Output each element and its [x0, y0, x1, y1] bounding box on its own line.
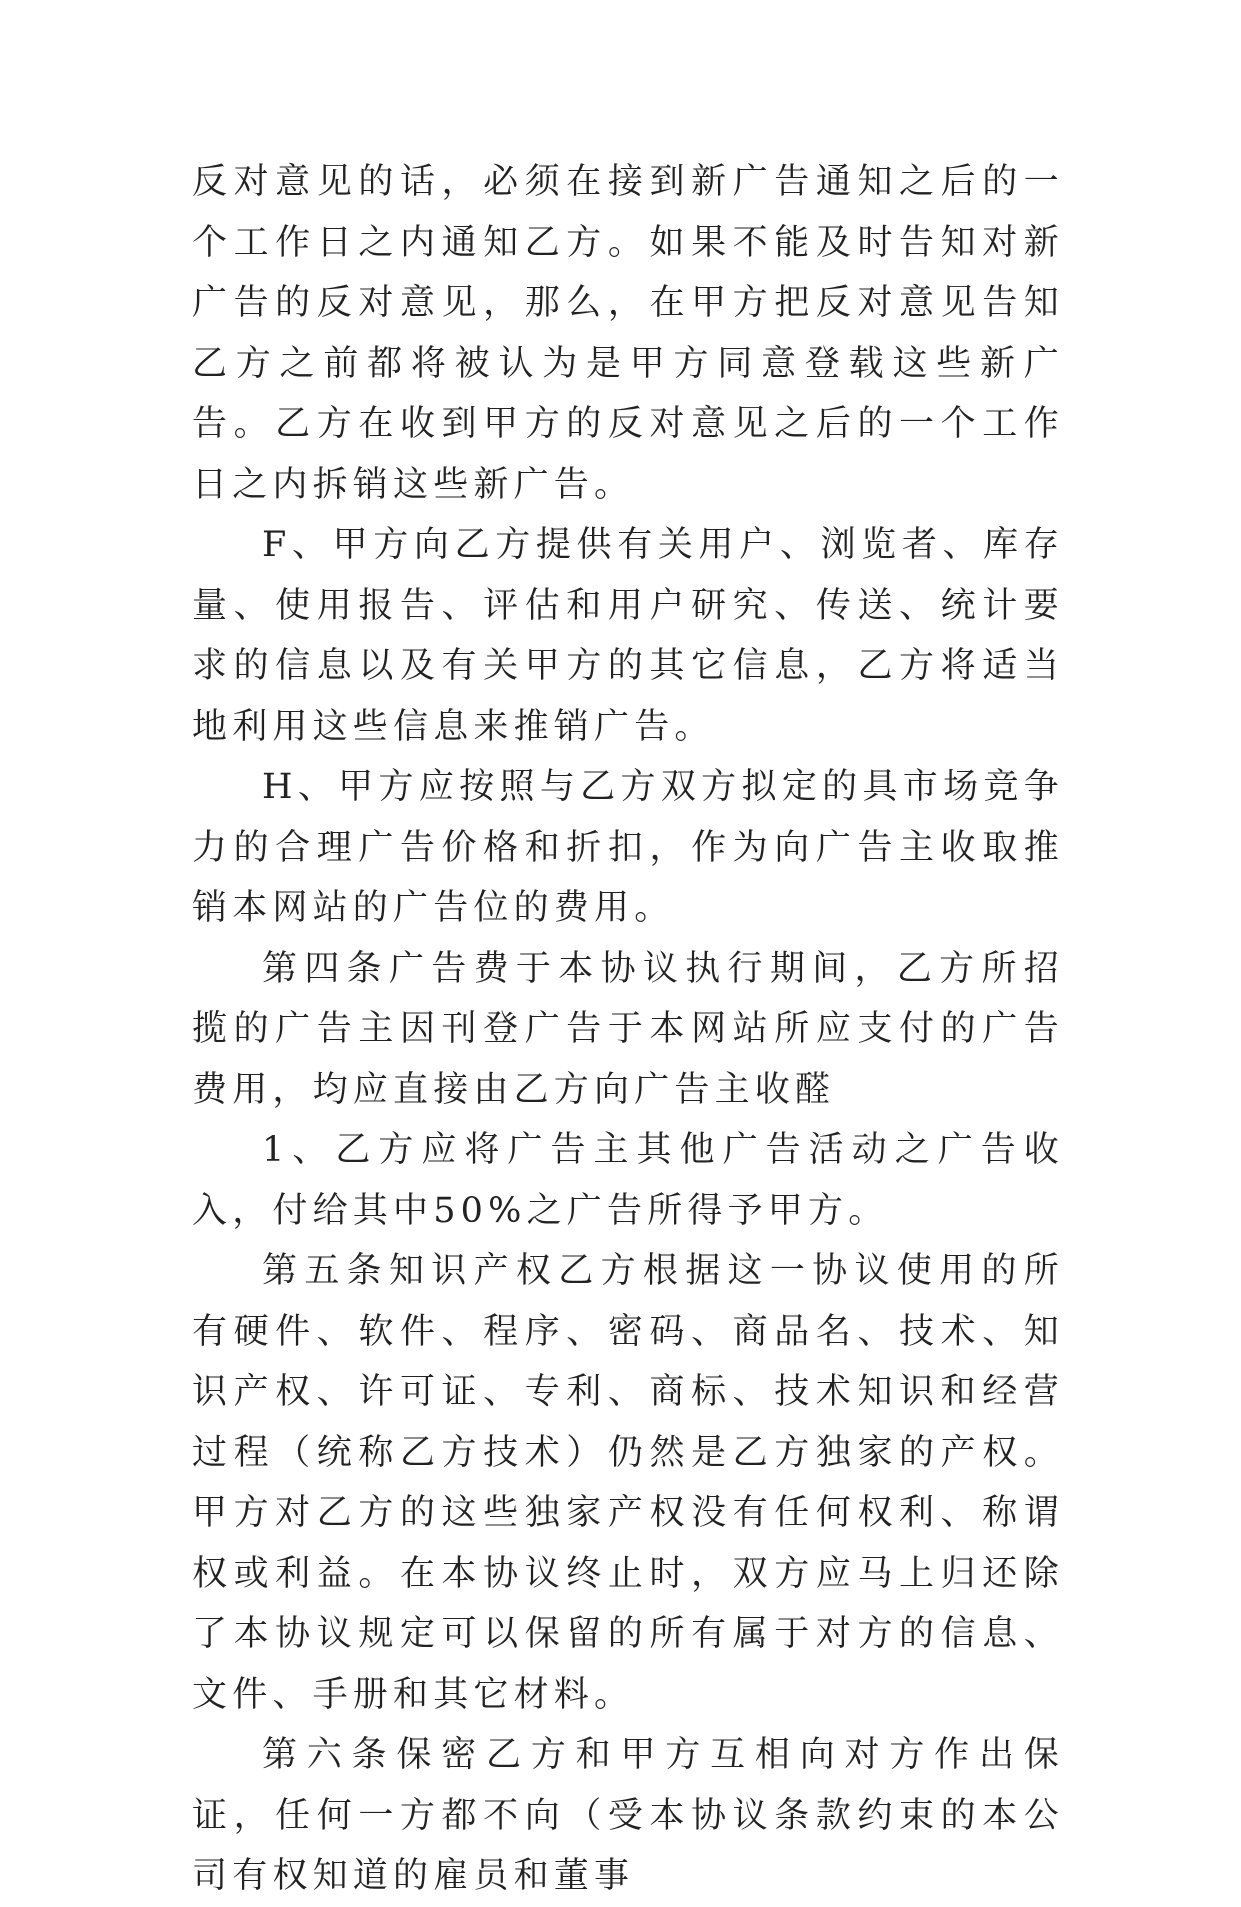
paragraph-article-6: 第六条保密乙方和甲方互相向对方作出保证，任何一方都不向（受本协议条款约束的本公司有权知道的雇员和董事 — [192, 1735, 1064, 1896]
paragraph-item-1: 1、乙方应将广告主其他广告活动之广告收入，付给其中50%之广告所得予甲方。 — [192, 1130, 1064, 1231]
paragraph-article-4: 第四条广告费于本协议执行期间，乙方所招揽的广告主因刊登广告于本网站所应支付的广告费用，均应直接由乙方向广告主收醛 — [192, 948, 1064, 1110]
paragraph-clause-f: F、甲方向乙方提供有关用户、浏览者、库存量、使用报告、评估和用户研究、传送、统计要求的信息以及有关甲方的其它信息，乙方将适当地利用这些信息来推销广告。 — [192, 525, 1064, 747]
paragraph-clause-h: H、甲方应按照与乙方双方拟定的具市场竞争力的合理广告价格和折扣，作为向广告主收取推销本网站的广告位的费用。 — [192, 767, 1064, 928]
paragraph-objection-notice: 反对意见的话，必须在接到新广告通知之后的一个工作日之内通知乙方。如果不能及时告知对新广告的反对意见，那么，在甲方把反对意见告知乙方之前都将被认为是甲方同意登载这些新广告。乙方在收到甲方的反对意见之后的一个工作日之内拆销这些新广告。 — [192, 162, 1064, 505]
paragraph-article-5: 第五条知识产权乙方根据这一协议使用的所有硬件、软件、程序、密码、商品名、技术、知识产权、许可证、专利、商标、技术知识和经营过程（统称乙方技术）仍然是乙方独家的产权。甲方对乙方的这些独家产权没有任何权利、称谓权或利益。在本协议终止时，双方应马上归还除了本协议规定可以保留的所有属于对方的信息、文件、手册和其它材料。 — [192, 1251, 1064, 1715]
document-body — [192, 152, 1064, 1907]
